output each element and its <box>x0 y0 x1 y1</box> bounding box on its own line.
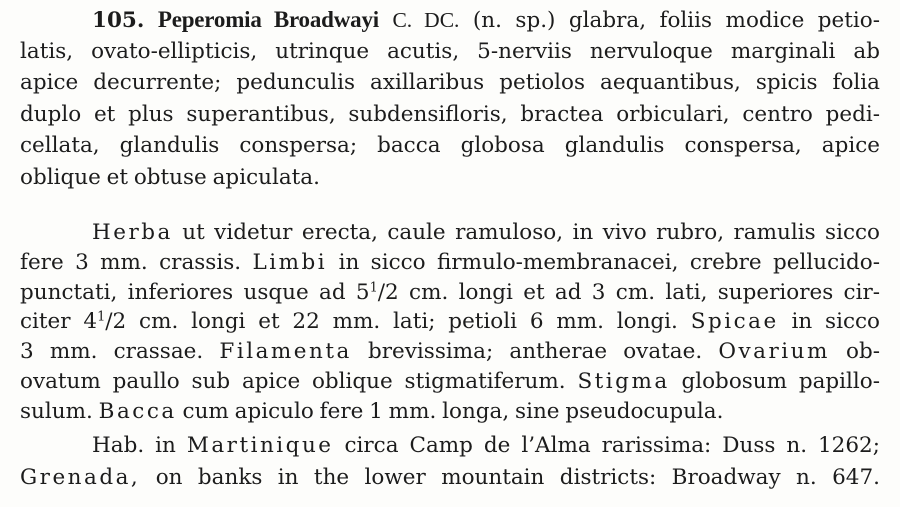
locality-martinique: Martinique <box>186 433 334 458</box>
text-span: ovatum paullo sub apice oblique stigmatiferum. <box>20 368 566 394</box>
text-span: on banks in the lower mountain districts: Broadway n. 647. <box>155 465 880 490</box>
text-span: ob- <box>846 339 881 365</box>
text-line <box>20 4 880 36</box>
species-name: Peperomia Broadwayi <box>157 7 379 32</box>
text-span: citer 4 <box>20 309 98 335</box>
text-span: sulum. <box>20 398 93 424</box>
diagnosis-paragraph <box>20 4 880 194</box>
description-paragraph <box>20 218 880 427</box>
entry-number: 105. <box>92 8 145 33</box>
text-line <box>20 430 880 462</box>
text-span: cm. longi et 22 mm. lati; petioli 6 mm. longi. <box>139 309 678 335</box>
text-line <box>20 307 880 337</box>
text-span: globosum papillo- <box>681 368 881 394</box>
spaced-term: Limbi <box>252 249 328 275</box>
text-line <box>20 278 880 308</box>
text-line: duplo et plus superantibus, subdensifloris, bractea orbiculari, centro pedi- <box>20 101 880 127</box>
text-line <box>20 462 880 494</box>
fraction-denominator: 2 <box>385 279 399 305</box>
fraction-denominator: 2 <box>112 309 127 335</box>
spaced-term: Stigma <box>577 368 670 394</box>
spaced-term: Herba <box>92 220 173 245</box>
fraction-slash: / <box>377 279 386 305</box>
habitat-paragraph <box>20 430 880 494</box>
text-span: cum apiculo fere 1 mm. longa, sine pseudocupula. <box>182 398 724 424</box>
text-line: cellata, glandulis conspersa; bacca globosa glandulis conspersa, apice <box>20 133 880 159</box>
text-span: (n. sp.) glabra, foliis modice petio- <box>472 8 880 33</box>
text-line: apice decurrente; pedunculis axillaribus petiolos aequantibus, spicis folia <box>20 70 880 96</box>
text-span: brevissima; antherae ovatae. <box>368 339 703 365</box>
spaced-term: Filamenta <box>219 339 352 365</box>
text-line <box>20 397 880 427</box>
text-span: ut videtur erecta, caule ramuloso, in vivo rubro, ramulis sicco <box>182 220 880 245</box>
spaced-term: Ovarium <box>718 339 830 365</box>
text-line <box>20 218 880 248</box>
text-span: Hab. in <box>92 433 176 458</box>
text-line <box>20 248 880 278</box>
fraction-numerator: 1 <box>97 309 106 325</box>
text-line: oblique et obtuse apiculata. <box>20 164 320 190</box>
text-span: punctati, inferiores usque ad 5 <box>20 279 370 305</box>
text-line <box>20 337 880 367</box>
text-span: fere 3 mm. crassis. <box>20 249 242 275</box>
spaced-term: Spicae <box>690 309 779 335</box>
author-citation: C. DC. <box>392 8 460 32</box>
fraction-numerator: 1 <box>369 279 378 295</box>
locality-grenada: Grenada, <box>20 465 141 490</box>
text-line: latis, ovato-ellipticis, utrinque acutis, 5-nerviis nervuloque marginali ab <box>20 38 880 64</box>
text-span: in sicco firmulo-membranacei, crebre pellucido- <box>338 249 880 275</box>
text-span: in sicco <box>791 309 880 335</box>
fraction-slash: / <box>105 309 113 335</box>
text-line <box>20 367 880 397</box>
text-span: cm. longi et ad 3 cm. lati, superiores cir- <box>409 279 881 305</box>
text-span: 3 mm. crassae. <box>20 339 204 365</box>
spaced-term: Bacca <box>98 398 177 424</box>
text-span: circa Camp de l’Alma rarissima: Duss n. 1262; <box>344 433 880 458</box>
